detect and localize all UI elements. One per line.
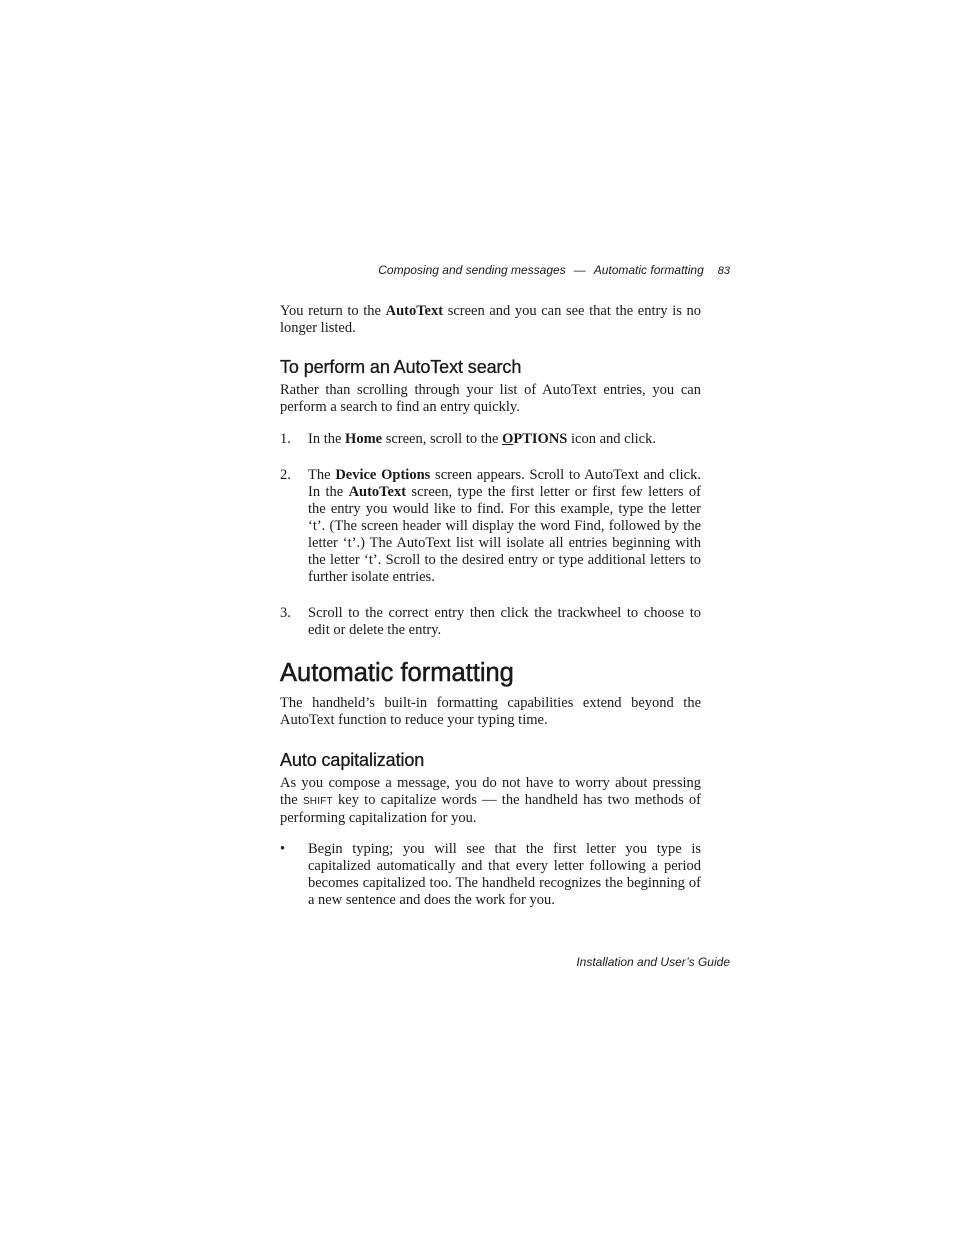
section-title: Automatic formatting <box>280 659 514 687</box>
home-bold: Home <box>345 431 383 447</box>
step-text: In the Home screen, scroll to the OPTIONS icon and click. <box>308 431 656 447</box>
options-bold: OPTIONS <box>502 431 568 447</box>
list-item-step-3 <box>280 605 701 639</box>
main-content <box>280 303 701 909</box>
list-item-step-2 <box>280 467 701 586</box>
capitalization-paragraph: As you compose a message, you do not have to worry about pressing the SHIFT key to capitalize words — the handheld has two methods of performing capitalization for you. <box>280 775 702 826</box>
step-text: The Device Options screen appears. Scroll to AutoText and click. In the AutoText screen, type the first letter or first few letters of the entry you would like to find. For this example, type the letter ‘t’. (The screen header will display the word Find, followed by the letter ‘t’.) The AutoText list will isolate all entries beginning with the letter ‘t’. Scroll to the desired entry or type additional letters to further isolate entries. <box>308 467 702 585</box>
list-item-step-1 <box>280 431 701 448</box>
header-chapter: Composing and sending messages <box>378 263 566 277</box>
header-separator: — <box>573 263 586 277</box>
page-number: 83 <box>717 265 730 277</box>
bullet-text: Begin typing; you will see that the first letter you type is capitalized automatically and that every letter following a period becomes capitalized too. The handheld recognizes the beginning of a new sentence and does the work for you. <box>308 841 701 908</box>
list-item-bullet <box>280 841 701 909</box>
autotext-bold: AutoText <box>348 484 407 500</box>
device-options-bold: Device Options <box>335 467 431 483</box>
autotext-bold: AutoText <box>385 303 444 319</box>
search-paragraph: Rather than scrolling through your list of AutoText entries, you can perform a search to find an entry quickly. <box>280 382 701 415</box>
header-section: Automatic formatting <box>593 263 704 277</box>
formatting-paragraph: The handheld’s built-in formatting capabilities extend beyond the AutoText function to reduce your typing time. <box>280 695 701 728</box>
step-number: 3. <box>280 605 291 621</box>
search-heading: To perform an AutoText search <box>280 357 522 377</box>
capitalization-heading: Auto capitalization <box>280 750 425 770</box>
intro-paragraph: You return to the AutoText screen and you can see that the entry is no longer listed. <box>280 303 701 336</box>
step-number: 2. <box>280 467 291 483</box>
shift-key-label: SHIFT <box>302 796 333 807</box>
step-text: Scroll to the correct entry then click the trackwheel to choose to edit or delete the entry. <box>308 605 701 638</box>
running-header <box>280 263 730 277</box>
bullet-marker: • <box>280 841 286 857</box>
page-footer: Installation and User’s Guide <box>576 955 730 969</box>
step-number: 1. <box>280 431 291 447</box>
